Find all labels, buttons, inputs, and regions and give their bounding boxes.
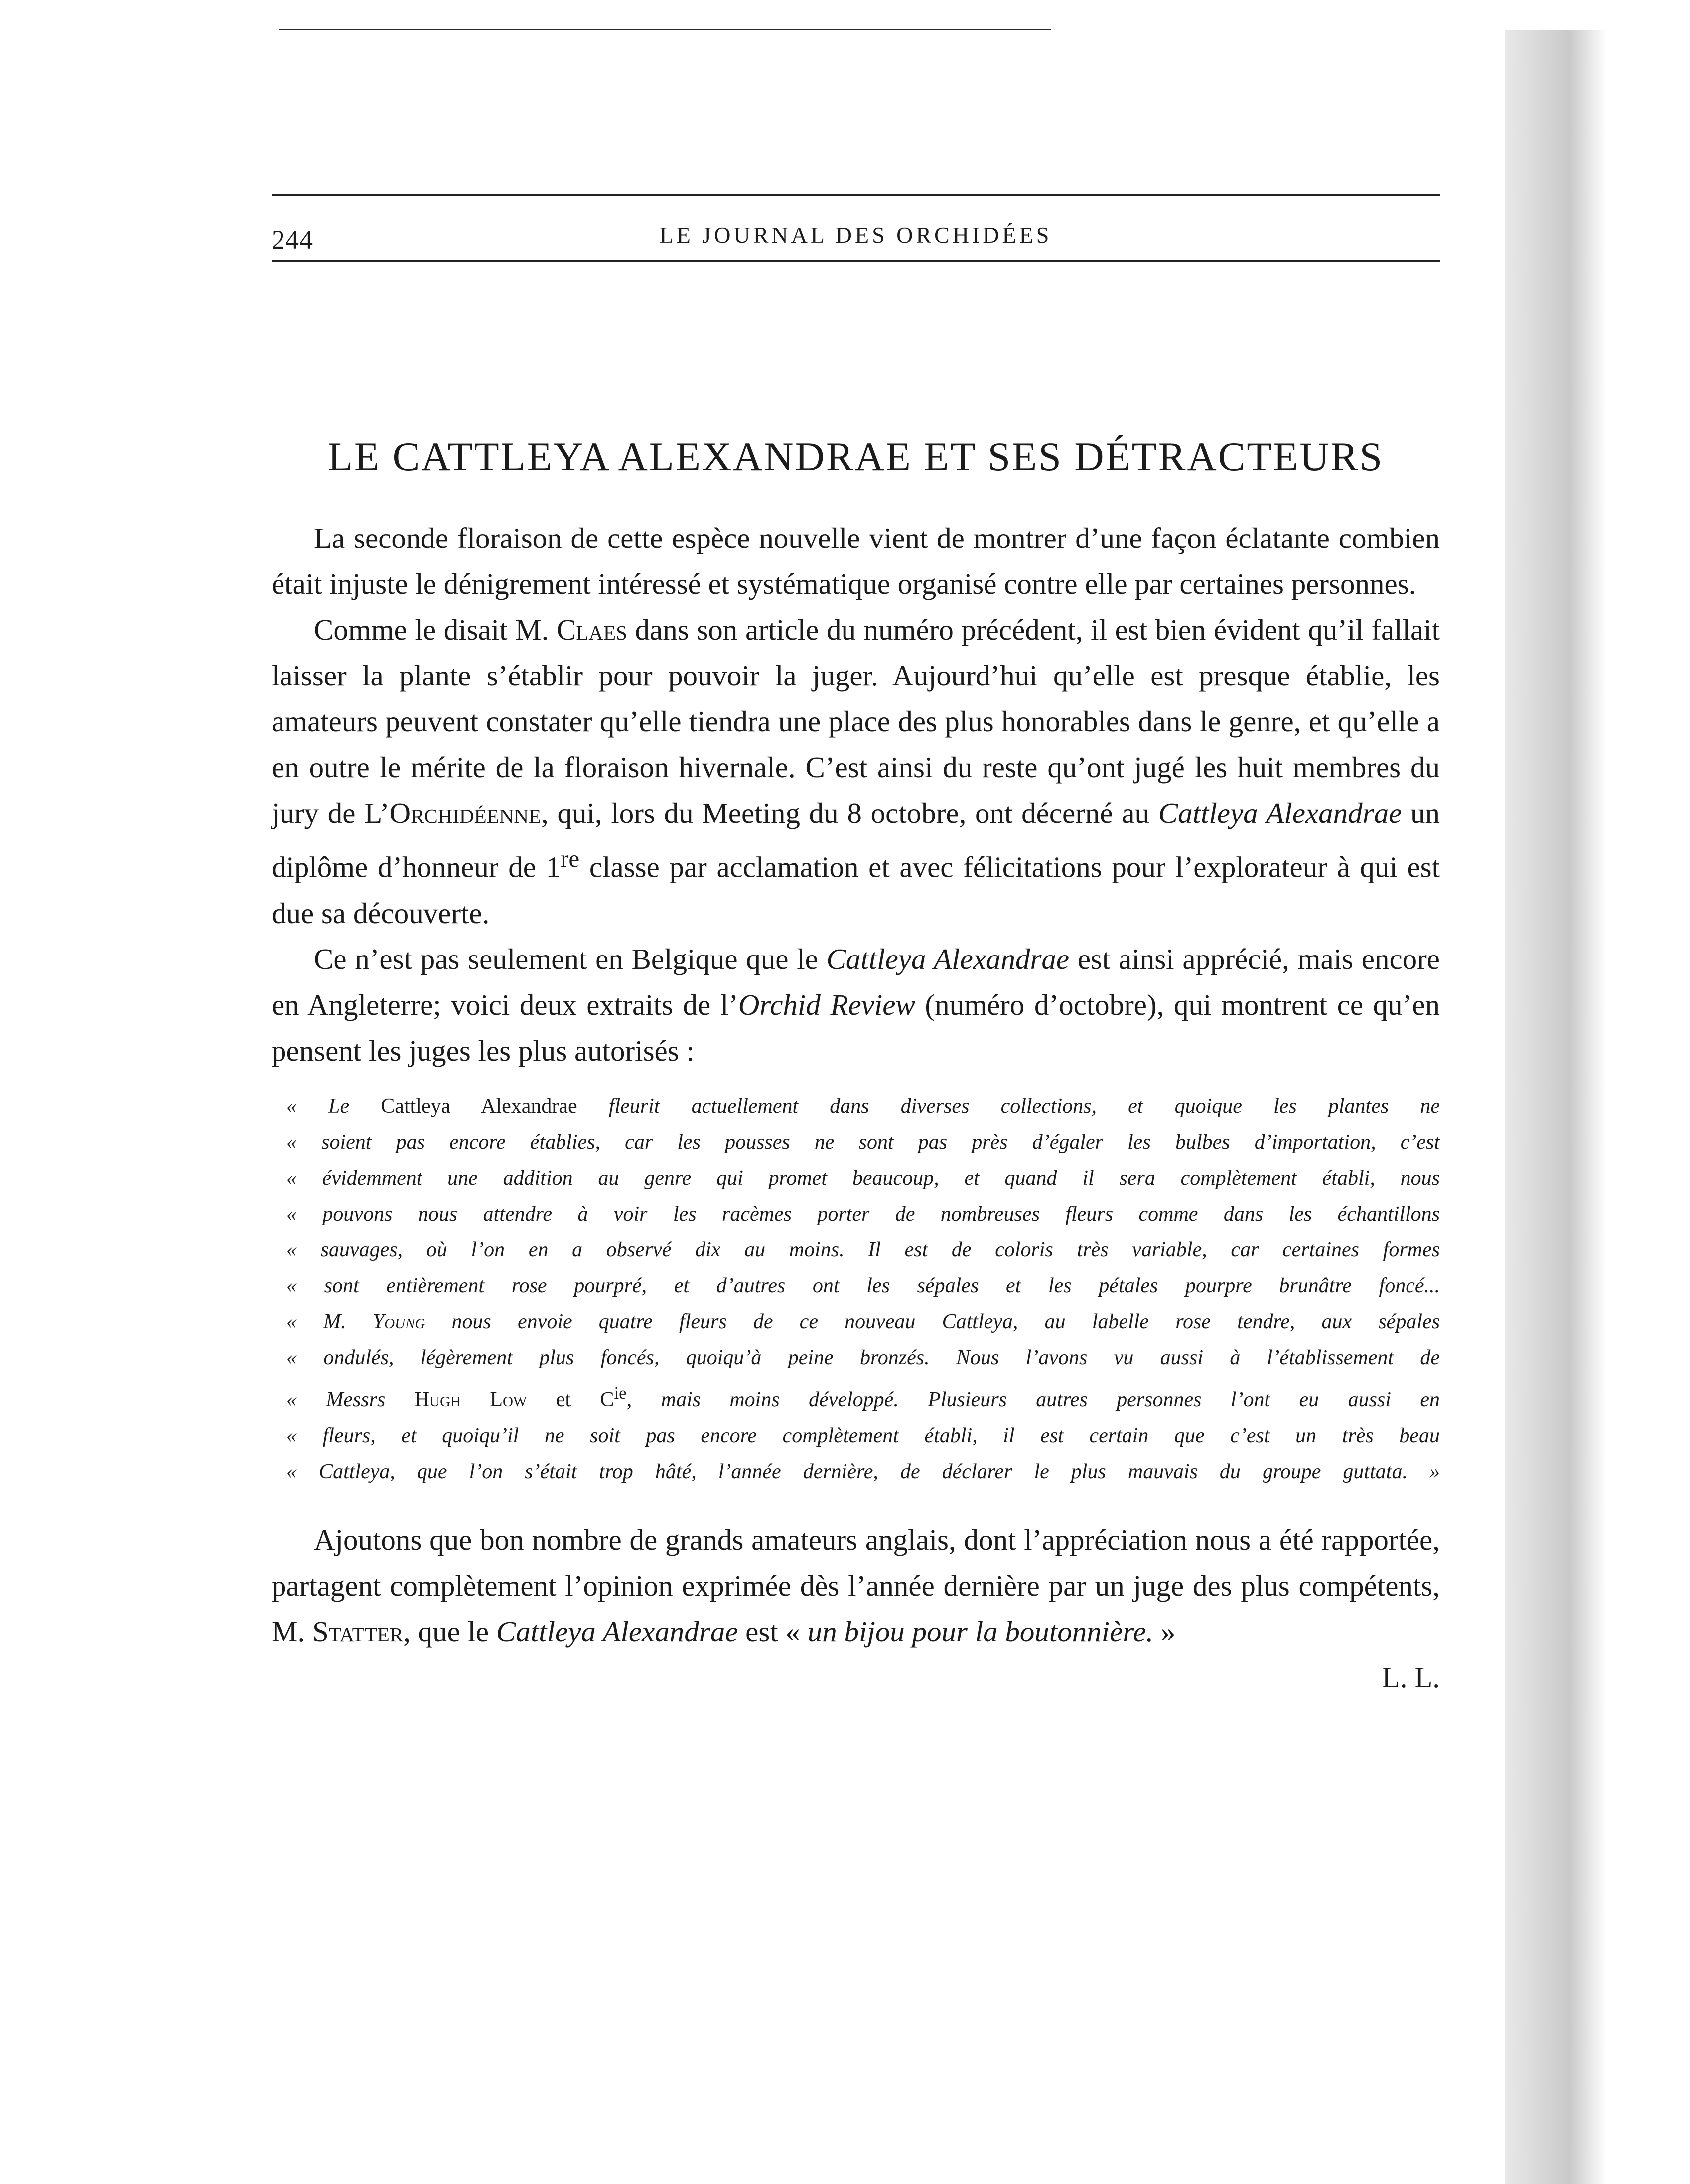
quote-line: « pouvons nous attendre à voir les racèmes porter de nombreuses fleurs comme dans les échantillons [286,1202,1440,1226]
text-run: un diplôme d’honneur de [272,797,1440,884]
text-run: Ajoutons que bon nombre de grands amateurs anglais, dont l’appréciation nous a été rapportée, partagent complètement l’opinion exprimée dès l’année dernière par un juge des plus compétents, M. [272,1523,1440,1648]
quote-line: « Cattleya, que l’on s’était trop hâté, l’année dernière, de déclarer le plus mauvais du groupe guttata. » [286,1460,1440,1483]
text-run: (numéro d’octobre), qui montrent ce qu’en pensent les juges les plus autorisés : [272,988,1440,1067]
abbrev-suffix: ie [614,1383,627,1403]
text-run: et C [527,1388,614,1411]
signature: L. L. [1382,1660,1440,1694]
quote-line: « sont entièrement rose pourpré, et d’autres ont les sépales et les pétales pourpre brunâtre foncé... [286,1274,1440,1297]
text-run: « M. [286,1310,373,1333]
text-run: dans son article du numéro précédent, il est bien évident qu’il fallait laisser la plante s’établir pour pouvoir la juger. Aujourd’hui qu’elle est presque établie, les amateurs peuvent constater qu’elle tiendra une place des plus honorables dans le genre, et qu’elle a en outre le mérite de la floraison hivernale. C’est ainsi du reste qu’ont jugé les huit membres du jury de L’ [272,613,1440,829]
text-run: » [1153,1615,1176,1648]
person-name: Statter [312,1615,404,1648]
journal-name: Orchid Review [738,988,915,1021]
text-run: Ce n’est pas seulement en Belgique que le [314,942,827,975]
ordinal-number: 1 [546,850,561,884]
text-run: classe par acclamation et avec félicitations pour l’explorateur à qui est due sa découverte. [272,850,1440,930]
text-run: « Messrs [286,1388,415,1411]
text-run: est « [738,1615,808,1648]
paragraph-3 [272,936,1440,1074]
species-name: Cattleya Alexandrae [381,1094,577,1118]
page-number: 244 [272,225,313,255]
text-run: Comme le disait M. [314,613,557,646]
quote-line [286,1304,1440,1340]
text-run: , que le [403,1615,496,1648]
author-name: Claes [557,613,627,646]
text-run: nous envoie quatre fleurs de ce nouveau Cattleya, au labelle rose tendre, aux sépales [425,1310,1440,1333]
text-run: , qui, lors du Meeting du 8 octobre, ont décerné au [541,797,1158,829]
quote-line: « sauvages, où l’on en a observé dix au moins. Il est de coloris très variable, car certaines formes [286,1238,1440,1261]
species-name: Cattleya Alexandrae [1158,797,1402,829]
scan-shadow [1505,30,1690,2184]
quote-line: « soient pas encore établies, car les pousses ne sont pas près d’égaler les bulbes d’importation, c’est [286,1130,1440,1154]
firm-name: Hugh Low [414,1388,527,1411]
block-quote [272,1089,1440,1490]
text-run: fleurit actuellement dans diverses collections, et quoique les plantes ne [577,1094,1440,1118]
quoted-phrase: un bijou pour la boutonnière. [807,1615,1154,1648]
header-rule-bottom [272,260,1440,262]
journal-title: LE JOURNAL DES ORCHIDÉES [659,222,1052,248]
page-content [272,194,1440,1700]
header-rule-top [272,194,1440,196]
text-run: est ainsi apprécié, mais encore en Angleterre; voici deux extraits de l’ [272,942,1440,1021]
person-name: Young [372,1310,425,1333]
society-name: Orchidéenne [389,797,541,829]
paragraph-1: La seconde floraison de cette espèce nouvelle vient de montrer d’une façon éclatante combien était injuste le dénigrement intéressé et systématique organisé contre elle par certaines personnes. [272,522,1440,600]
species-name: Cattleya Alexandrae [496,1615,738,1648]
text-run: , mais moins développé. Plusieurs autres personnes l’ont eu aussi en [626,1388,1440,1411]
running-head [272,194,1440,269]
paragraph-2 [272,607,1440,936]
quote-line: « évidemment une addition au genre qui promet beaucoup, et quand il sera complètement établi, nous [286,1166,1440,1190]
quote-line: « fleurs, et quoiqu’il ne soit pas encore complètement établi, il est certain que c’est un très beau [286,1424,1440,1447]
ordinal-suffix: re [561,845,580,872]
paragraph-4 [272,1517,1440,1654]
quote-line: « ondulés, légèrement plus foncés, quoiqu’à peine bronzés. Nous l’avons vu aussi à l’établissement de [286,1346,1440,1369]
article-title: LE CATTLEYA ALEXANDRAE ET SES DÉTRACTEURS [327,434,1384,479]
text-run: « Le [286,1094,381,1118]
species-name: Cattleya Alexandrae [826,942,1070,975]
quote-line [286,1375,1440,1418]
quote-line [286,1089,1440,1124]
